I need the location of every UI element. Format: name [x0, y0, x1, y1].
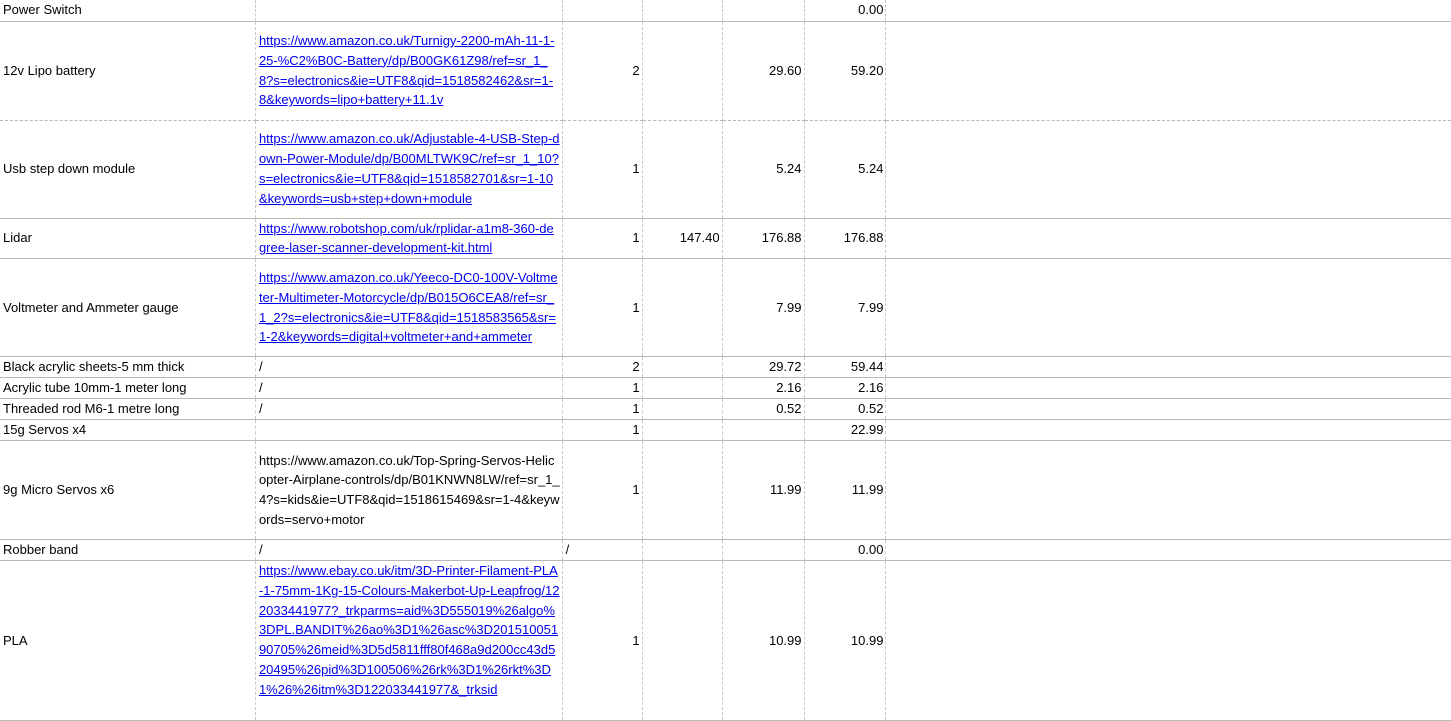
price-a-cell[interactable] — [642, 0, 722, 21]
price-a-cell[interactable] — [642, 21, 722, 120]
empty-cell[interactable] — [886, 441, 1451, 540]
price-a-cell[interactable] — [642, 357, 722, 378]
table-row — [0, 259, 1451, 357]
qty-cell[interactable]: 1 — [562, 378, 642, 399]
empty-cell[interactable] — [886, 540, 1451, 561]
item-cell[interactable]: Robber band — [0, 540, 255, 561]
qty-cell[interactable]: 1 — [562, 420, 642, 441]
price-b-cell[interactable]: 176.88 — [722, 218, 804, 259]
item-cell[interactable]: Lidar — [0, 218, 255, 259]
product-link[interactable]: https://www.robotshop.com/uk/rplidar-a1m8-360-degree-laser-scanner-development-kit.html — [258, 220, 554, 256]
total-cell[interactable]: 0.52 — [804, 399, 886, 420]
price-a-cell[interactable] — [642, 420, 722, 441]
empty-cell[interactable] — [886, 259, 1451, 357]
table-row — [0, 21, 1451, 120]
empty-cell[interactable] — [886, 357, 1451, 378]
link-cell[interactable] — [255, 259, 562, 357]
table-row — [0, 378, 1451, 399]
link-cell[interactable] — [255, 218, 562, 259]
table-row — [0, 357, 1451, 378]
link-cell[interactable]: / — [255, 378, 562, 399]
link-cell[interactable]: / — [255, 357, 562, 378]
price-a-cell[interactable] — [642, 378, 722, 399]
table-row — [0, 420, 1451, 441]
table-row — [0, 540, 1451, 561]
total-cell[interactable]: 2.16 — [804, 378, 886, 399]
total-cell[interactable]: 22.99 — [804, 420, 886, 441]
item-cell[interactable]: Threaded rod M6-1 metre long — [0, 399, 255, 420]
empty-cell[interactable] — [886, 420, 1451, 441]
total-cell[interactable]: 59.44 — [804, 357, 886, 378]
product-link[interactable]: https://www.amazon.co.uk/Turnigy-2200-mAh-11-1-25-%C2%B0C-Battery/dp/B00GK61Z98/ref=sr_1_8?s=electronics&ie=UTF8&qid=1518582462&sr=1-8&keywords=lipo+battery+11.1v — [258, 32, 555, 108]
link-cell[interactable]: / — [255, 540, 562, 561]
table-row — [0, 0, 1451, 21]
link-cell[interactable]: / — [255, 399, 562, 420]
price-b-cell[interactable] — [722, 540, 804, 561]
qty-cell[interactable]: 2 — [562, 357, 642, 378]
total-cell[interactable]: 7.99 — [804, 259, 886, 357]
price-b-cell[interactable]: 11.99 — [722, 441, 804, 540]
empty-cell[interactable] — [886, 399, 1451, 420]
price-a-cell[interactable] — [642, 441, 722, 540]
link-cell[interactable] — [255, 0, 562, 21]
item-cell[interactable]: PLA — [0, 561, 255, 721]
price-b-cell[interactable]: 29.72 — [722, 357, 804, 378]
price-b-cell[interactable]: 0.52 — [722, 399, 804, 420]
table-row — [0, 441, 1451, 540]
price-b-cell[interactable]: 2.16 — [722, 378, 804, 399]
price-b-cell[interactable] — [722, 420, 804, 441]
total-cell[interactable]: 10.99 — [804, 561, 886, 721]
table-row — [0, 399, 1451, 420]
item-cell[interactable]: 9g Micro Servos x6 — [0, 441, 255, 540]
price-a-cell[interactable]: 147.40 — [642, 218, 722, 259]
product-link[interactable]: https://www.amazon.co.uk/Adjustable-4-USB-Step-down-Power-Module/dp/B00MLTWK9C/ref=sr_1_10?s=electronics&ie=UTF8&qid=1518582701&sr=1-10&keywords=usb+step+down+module — [258, 131, 560, 206]
link-cell[interactable] — [255, 420, 562, 441]
empty-cell[interactable] — [886, 21, 1451, 120]
price-b-cell[interactable]: 5.24 — [722, 120, 804, 218]
price-a-cell[interactable] — [642, 259, 722, 357]
empty-cell[interactable] — [886, 378, 1451, 399]
item-cell[interactable]: 12v Lipo battery — [0, 21, 255, 120]
total-cell[interactable]: 5.24 — [804, 120, 886, 218]
item-cell[interactable]: Usb step down module — [0, 120, 255, 218]
price-b-cell[interactable] — [722, 0, 804, 21]
table-row — [0, 218, 1451, 259]
total-cell[interactable]: 0.00 — [804, 0, 886, 21]
item-cell[interactable]: Power Switch — [0, 0, 255, 21]
empty-cell[interactable] — [886, 561, 1451, 721]
price-b-cell[interactable]: 7.99 — [722, 259, 804, 357]
link-cell[interactable] — [255, 120, 562, 218]
qty-cell[interactable]: 1 — [562, 218, 642, 259]
qty-cell[interactable]: 1 — [562, 561, 642, 721]
item-cell[interactable]: Voltmeter and Ammeter gauge — [0, 259, 255, 357]
total-cell[interactable]: 59.20 — [804, 21, 886, 120]
link-cell[interactable]: https://www.amazon.co.uk/Top-Spring-Servos-Helicopter-Airplane-controls/dp/B01KNWN8LW/ref=sr_1_4?s=kids&ie=UTF8&qid=1518615469&sr=1-4&keywords=servo+motor — [255, 441, 562, 540]
product-link[interactable]: https://www.amazon.co.uk/Yeeco-DC0-100V-Voltmeter-Multimeter-Motorcycle/dp/B015O6CEA8/ref=sr_1_2?s=electronics&ie=UTF8&qid=1518583565&sr=1-2&keywords=digital+voltmeter+and+ammeter — [258, 270, 558, 345]
link-cell[interactable] — [255, 21, 562, 120]
qty-cell[interactable]: 1 — [562, 399, 642, 420]
qty-cell[interactable]: 1 — [562, 259, 642, 357]
qty-cell[interactable]: 1 — [562, 120, 642, 218]
qty-cell[interactable] — [562, 0, 642, 21]
total-cell[interactable]: 176.88 — [804, 218, 886, 259]
item-cell[interactable]: Black acrylic sheets-5 mm thick — [0, 357, 255, 378]
link-cell[interactable] — [255, 561, 562, 721]
price-b-cell[interactable]: 10.99 — [722, 561, 804, 721]
total-cell[interactable]: 0.00 — [804, 540, 886, 561]
qty-cell[interactable]: 2 — [562, 21, 642, 120]
price-a-cell[interactable] — [642, 399, 722, 420]
empty-cell[interactable] — [886, 120, 1451, 218]
total-cell[interactable]: 11.99 — [804, 441, 886, 540]
extra-cell[interactable]: / — [562, 540, 642, 561]
empty-cell[interactable] — [886, 218, 1451, 259]
price-a-cell[interactable] — [642, 120, 722, 218]
qty-cell[interactable]: 1 — [562, 441, 642, 540]
empty-cell[interactable] — [886, 0, 1451, 21]
price-a-cell[interactable] — [642, 540, 722, 561]
product-link[interactable]: https://www.ebay.co.uk/itm/3D-Printer-Filament-PLA-1-75mm-1Kg-15-Colours-Makerbot-Up-Leapfrog/122033441977?_trkparms=aid%3D555019%26algo%3DPL.BANDIT%26ao%3D1%26asc%3D20151005190705%26meid%3D5d5811fff80f468a9d200cc43d520495%26pid%3D100506%26rk%3D1%26rkt%3D1%26%26itm%3D122033441977&_trksid — [258, 563, 560, 697]
price-a-cell[interactable] — [642, 561, 722, 721]
table-row — [0, 120, 1451, 218]
item-cell[interactable]: 15g Servos x4 — [0, 420, 255, 441]
price-b-cell[interactable]: 29.60 — [722, 21, 804, 120]
item-cell[interactable]: Acrylic tube 10mm-1 meter long — [0, 378, 255, 399]
table-row — [0, 561, 1451, 721]
